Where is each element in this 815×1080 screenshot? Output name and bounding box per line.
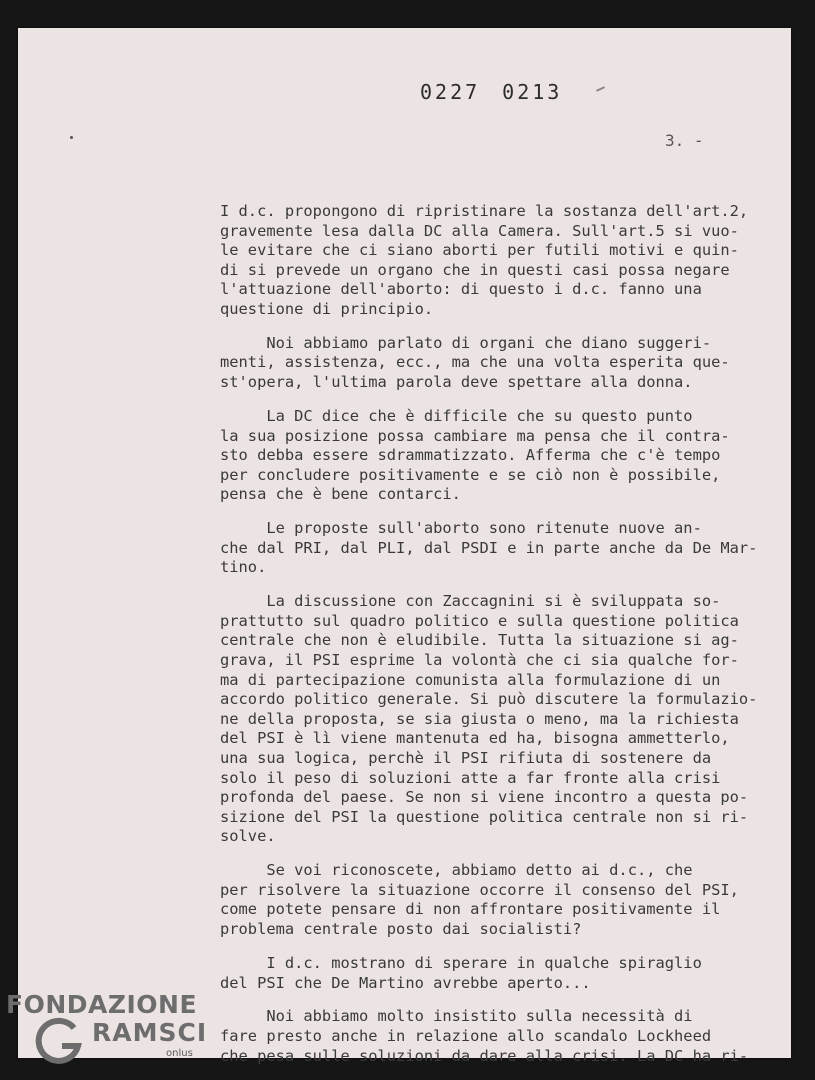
text-line: per concludere positivamente e se ciò non è possibile,	[220, 465, 721, 484]
fondazione-gramsci-watermark	[6, 990, 206, 1072]
text-line: accordo politico generale. Si può discutere la formulazio-	[220, 690, 758, 709]
paragraph	[220, 861, 800, 939]
text-line: sizione del PSI la questione politica centrale non si ri-	[220, 807, 749, 826]
text-line: questione di principio.	[220, 299, 434, 318]
text-line: che dal PRI, dal PLI, dal PSDI e in parte anche da De Mar-	[220, 538, 758, 557]
text-line: prattutto sul quadro politico e sulla questione politica	[220, 611, 739, 630]
text-line: ne della proposta, se sia giusta o meno, ma la richiesta	[220, 709, 739, 728]
text-line: problema centrale posto dai socialisti?	[220, 920, 582, 939]
text-line: l'attuazione dell'aborto: di questo i d.c. fanno una	[220, 280, 702, 299]
text-line: I d.c. mostrano di sperare in qualche spiraglio	[220, 953, 702, 972]
text-line: di si prevede un organo che in questi casi possa negare	[220, 260, 730, 279]
text-line: le evitare che ci siano aborti per futili motivi e quin-	[220, 241, 739, 260]
text-line: del PSI è lì viene mantenuta ed ha, bisogna ammetterlo,	[220, 729, 730, 748]
archive-code-left: 0227	[420, 80, 481, 104]
text-line: che pesa sulle soluzioni da dare alla crisi. La DC ha ri-	[220, 1046, 749, 1065]
text-line: Noi abbiamo molto insistito sulla necessità di	[220, 1007, 693, 1026]
paragraph	[220, 954, 800, 993]
gramsci-g-logo-icon	[34, 1016, 84, 1066]
text-line: solve.	[220, 827, 276, 846]
pencil-mark	[596, 86, 605, 92]
text-line: ma di partecipazione comunista alla formulazione di un	[220, 670, 721, 689]
watermark-line1: FONDAZIONE	[6, 990, 198, 1019]
text-line: gravemente lesa dalla DC alla Camera. Sull'art.5 si vuo-	[220, 221, 739, 240]
text-line: una sua logica, perchè il PSI rifiuta di sostenere da	[220, 749, 712, 768]
paragraph	[220, 1007, 800, 1066]
watermark-line3: onlus	[166, 1048, 193, 1059]
paragraph	[220, 519, 800, 578]
watermark-line2: RAMSCI	[92, 1018, 208, 1047]
text-line: profonda del paese. Se non si viene incontro a questa po-	[220, 788, 749, 807]
document-page	[18, 28, 791, 1065]
text-line: menti, assistenza, ecc., ma che una volta esperita que-	[220, 353, 730, 372]
text-line: fare presto anche in relazione allo scandalo Lockheed	[220, 1027, 712, 1046]
archive-code-right: 0213	[502, 80, 563, 104]
text-line: I d.c. propongono di ripristinare la sostanza dell'art.2,	[220, 202, 749, 220]
text-line: centrale che non è eludibile. Tutta la situazione si ag-	[220, 631, 739, 650]
text-line: tino.	[220, 558, 267, 577]
paragraph	[220, 407, 800, 505]
text-line: Se voi riconoscete, abbiamo detto ai d.c., che	[220, 861, 693, 880]
text-line: solo il peso di soluzioni atte a far fronte alla crisi	[220, 768, 721, 787]
text-line: grava, il PSI esprime la volontà che ci sia qualche for-	[220, 651, 739, 670]
text-line: del PSI che De Martino avrebbe aperto...	[220, 973, 591, 992]
text-line: Le proposte sull'aborto sono ritenute nuove an-	[220, 519, 702, 538]
text-line: come potete pensare di non affrontare positivamente il	[220, 900, 721, 919]
margin-dot	[70, 136, 73, 139]
typed-text-body	[220, 202, 800, 1066]
text-line: st'opera, l'ultima parola deve spettare alla donna.	[220, 373, 693, 392]
paragraph	[220, 592, 800, 847]
text-line: la sua posizione possa cambiare ma pensa che il contra-	[220, 426, 730, 445]
archive-code	[420, 80, 584, 104]
text-line: La DC dice che è difficile che su questo punto	[220, 406, 693, 425]
paragraph	[220, 202, 800, 320]
text-line: Noi abbiamo parlato di organi che diano suggeri-	[220, 333, 712, 352]
text-line: pensa che è bene contarci.	[220, 485, 461, 504]
paragraph	[220, 334, 800, 393]
text-line: per risolvere la situazione occorre il consenso del PSI,	[220, 880, 739, 899]
text-line: La discussione con Zaccagnini si è sviluppata so-	[220, 592, 721, 611]
text-line: sto debba essere sdrammatizzato. Afferma che c'è tempo	[220, 446, 721, 465]
page-number: 3. -	[665, 131, 704, 150]
